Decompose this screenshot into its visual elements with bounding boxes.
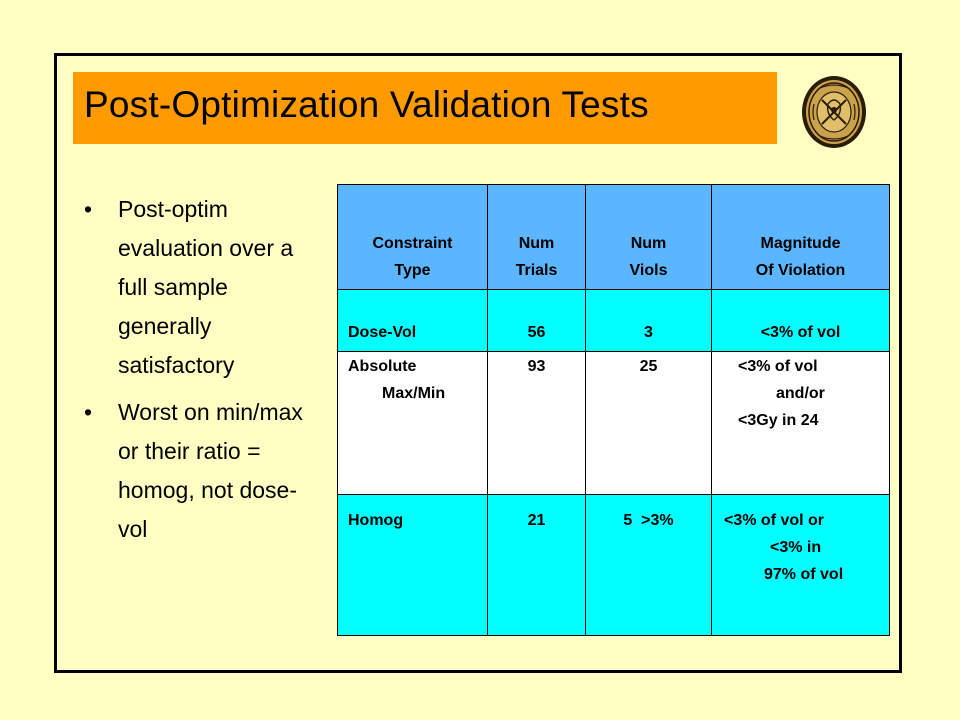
cell-text: <3% in: [770, 539, 822, 556]
cell-text: 3: [644, 324, 653, 341]
table-header-row: [338, 185, 890, 290]
table-cell: [712, 495, 890, 636]
table-cell: [338, 290, 488, 352]
header-cell: [338, 185, 488, 290]
header-line: Of Violation: [755, 262, 846, 279]
cell-text: 21: [527, 512, 546, 529]
cell-text: Absolute: [348, 358, 417, 375]
bullet-item: • Worst on min/max or their ratio = homog, not dose-vol: [84, 393, 314, 549]
table-cell: [338, 495, 488, 636]
table-cell: [586, 352, 712, 495]
header-line: Trials: [515, 262, 558, 279]
cell-text: and/or: [776, 385, 825, 402]
table-cell: [712, 290, 890, 352]
cell-text: 56: [527, 324, 546, 341]
bullet-list: [84, 190, 314, 557]
cell-text: <3% of vol or: [724, 512, 825, 529]
cell-text: Homog: [348, 512, 404, 529]
table-cell: [338, 352, 488, 495]
header-line: Viols: [629, 262, 668, 279]
cell-text: 97% of vol: [764, 566, 844, 583]
header-line: Constraint: [372, 235, 453, 252]
table-cell: [586, 290, 712, 352]
table-cell: [488, 290, 586, 352]
table-row: [338, 495, 890, 636]
validation-table: [337, 184, 890, 636]
header-cell: [586, 185, 712, 290]
table-row: [338, 352, 890, 495]
header-line: Type: [394, 262, 431, 279]
header-line: Num: [630, 235, 667, 252]
cell-text: <3Gy in 24: [738, 412, 819, 429]
header-cell: [488, 185, 586, 290]
cell-text: <3% of vol: [760, 324, 841, 341]
slide-title: Post-Optimization Validation Tests: [84, 84, 649, 125]
cell-text: 5 >3%: [623, 512, 674, 529]
header-line: Num: [518, 235, 555, 252]
table-cell: [488, 495, 586, 636]
university-seal-icon: [800, 74, 868, 150]
header-line: Magnitude: [760, 235, 841, 252]
table-cell: [712, 352, 890, 495]
table-row: [338, 290, 890, 352]
table-cell: [586, 495, 712, 636]
cell-text: 93: [527, 358, 546, 375]
header-cell: [712, 185, 890, 290]
cell-text: <3% of vol: [738, 358, 818, 375]
bullet-item: • Post-optim evaluation over a full sample generally satisfactory: [84, 190, 314, 385]
cell-text: 25: [639, 358, 658, 375]
cell-text: Dose-Vol: [348, 324, 417, 341]
cell-text: Max/Min: [382, 385, 446, 402]
table-cell: [488, 352, 586, 495]
